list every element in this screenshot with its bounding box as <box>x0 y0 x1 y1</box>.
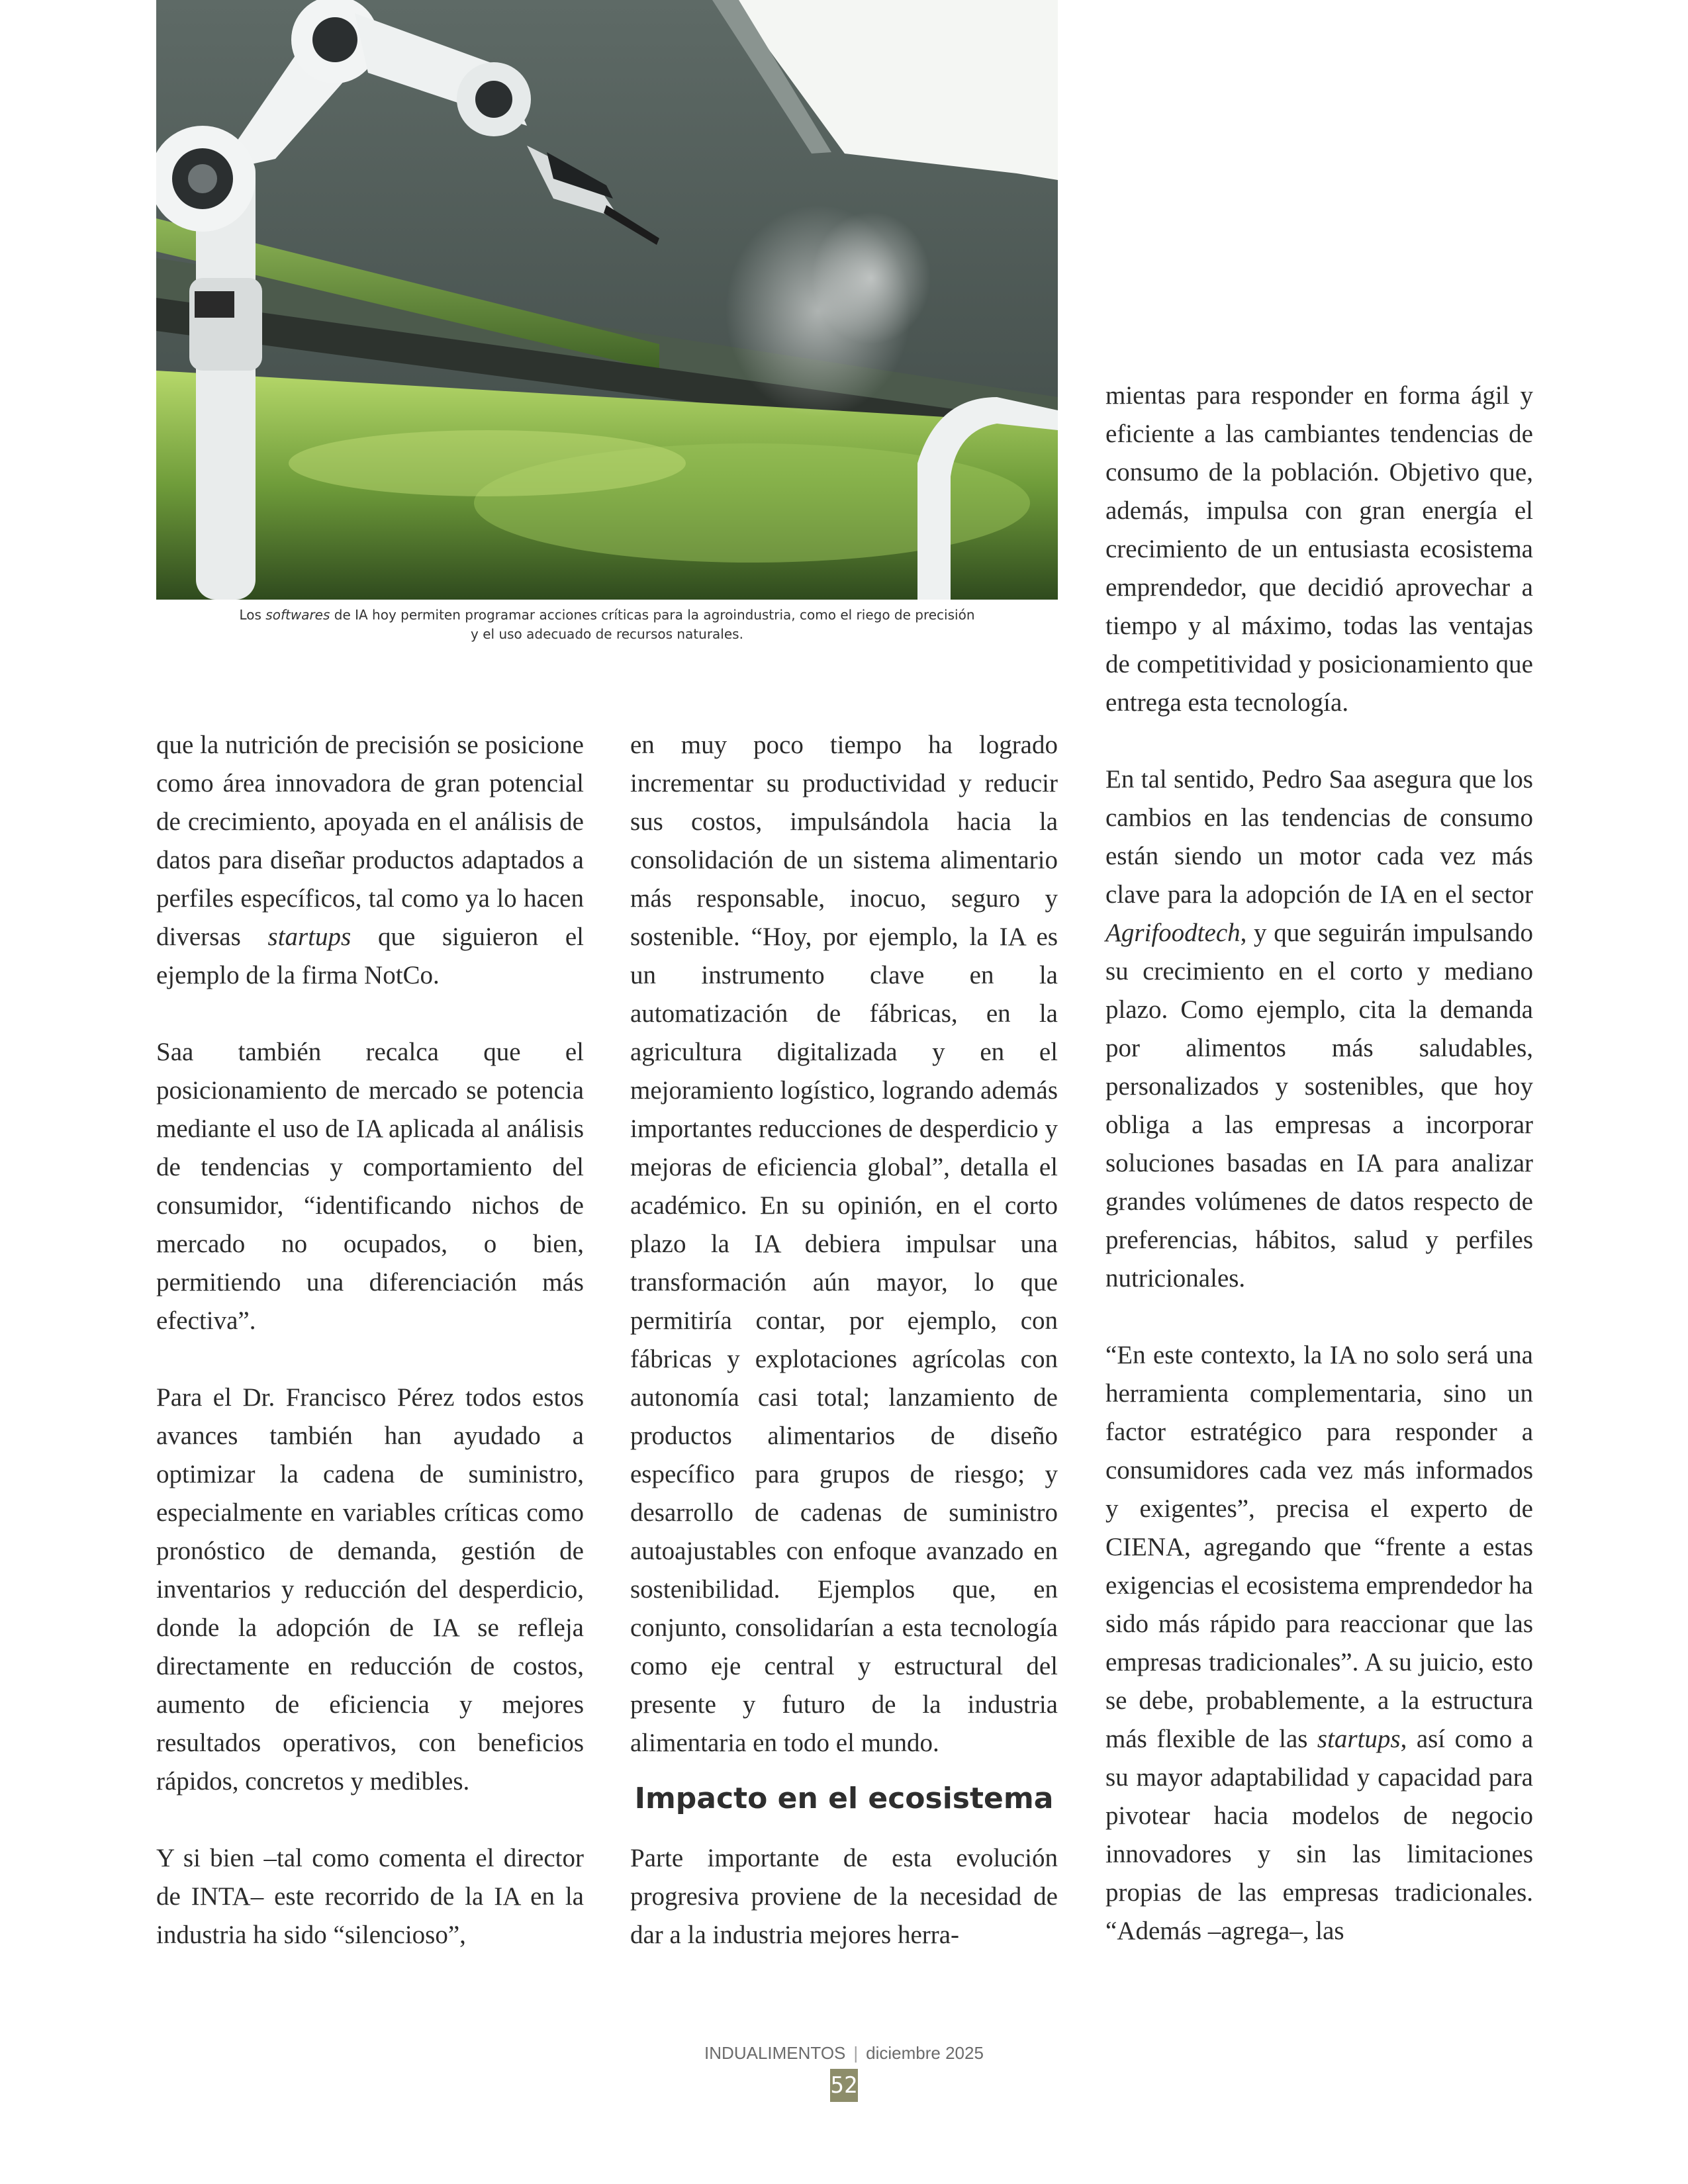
page-number: 52 <box>830 2069 858 2102</box>
paragraph <box>1105 1336 1533 1950</box>
footer-separator: | <box>853 2043 859 2063</box>
caption-emphasis: softwares <box>265 607 330 623</box>
paragraph: Para el Dr. Francisco Pérez todos estos avances también han ayudado a optimizar la cadena de suministro, especialmente en variables críticas como pronóstico de demanda, gestión de inventarios y reducción del desperdicio, donde la adopción de IA se refleja directamente en reducción de costos, aumento de eficiencia y mejores resultados operativos, con beneficios rápidos, concretos y medibles. <box>156 1383 584 1796</box>
paragraph-text: , así como a su mayor adaptabilidad y capacidad para pivotear hacia modelos de negocio innovadores y sin las limitaciones propias de las empresas tradicionales. “Además –agrega–, las <box>1105 1725 1534 1945</box>
paragraph-emphasis: startups <box>1317 1725 1401 1753</box>
paragraph: Y si bien –tal como comenta el director de INTA– este recorrido de la IA en la industria ha sido “silencioso”, <box>156 1844 584 1949</box>
paragraph: en muy poco tiempo ha logrado incrementar su productividad y reducir sus costos, impulsándola hacia la consolidación de un sistema alimentario más responsable, inocuo, seguro y sostenible. “Hoy, por ejemplo, la IA es un instrumento clave en la automatización de fábricas, en la agricultura digitalizada y en el mejoramiento logístico, logrando además importantes reducciones de desperdicio y mejoras de eficiencia global”, detalla el académico. En su opinión, en el corto plazo la IA debiera impulsar una transformación aún mayor, lo que permitiría contar, por ejemplo, con fábricas y explotaciones agrícolas con autonomía casi total; lanzamiento de productos alimentarios de diseño específico para grupos de riesgo; y desarrollo de cadenas de suministro autoajustables con enfoque avanzado en sostenibilidad. Ejemplos que, en conjunto, consolidarían a esta tecnología como eje central y estructural del presente y futuro de la industria alimentaria en todo el mundo. <box>630 731 1058 1757</box>
paragraph <box>1105 760 1533 1298</box>
caption-text: Los <box>239 607 266 623</box>
paragraph: mientas para responder en forma ágil y eficiente a las cambiantes tendencias de consumo de la población. Objetivo que, además, impulsa con gran energía el crecimiento de un entusiasta ecosistema emprendedor, que decidió aprovechar a tiempo y al máximo, todas las ventajas de competitividad y posicionamiento que entrega esta tecnología. <box>1105 381 1533 717</box>
caption-line-1 <box>156 606 1058 625</box>
paragraph: Parte importante de esta evolución progresiva proviene de la necesidad de dar a la industria mejores herra- <box>630 1844 1058 1949</box>
paragraph: Saa también recalca que el posicionamiento de mercado se potencia mediante el uso de IA aplicada al análisis de tendencias y comportamiento del consumidor, “identificando nichos de mercado no ocupados, o bien, permitiendo una diferenciación más efectiva”. <box>156 1038 584 1335</box>
article-photo <box>156 0 1058 600</box>
article-column-2 <box>630 726 1058 1954</box>
robotic-arm-spraying-plants-photo <box>156 0 1058 600</box>
paragraph-emphasis: startups <box>267 923 352 951</box>
publication-name: INDUALIMENTOS <box>704 2043 846 2063</box>
paragraph <box>156 726 584 995</box>
paragraph-text: , y que seguirán impulsando su crecimiento en el corto y mediano plazo. Como ejemplo, cita la demanda por alimentos más saludables, personalizados y sostenibles, que hoy obliga a las empresas a incorporar soluciones basadas en IA para analizar grandes volúmenes de datos respecto de preferencias, hábitos, salud y perfiles nutricionales. <box>1105 919 1533 1293</box>
section-heading: Impacto en el ecosistema <box>634 1782 1054 1815</box>
page-footer <box>0 2043 1688 2064</box>
paragraph-text: En tal sentido, Pedro Saa asegura que los cambios en las tendencias de consumo están siendo un motor cada vez más clave para la adopción de IA en el sector <box>1105 765 1533 909</box>
issue-date: diciembre 2025 <box>866 2043 984 2063</box>
article-column-1 <box>156 726 584 1954</box>
caption-text: de IA hoy permiten programar acciones críticas para la agroindustria, como el riego de precisión <box>330 607 975 623</box>
photo-caption <box>156 606 1058 644</box>
caption-line-2: y el uso adecuado de recursos naturales. <box>471 626 743 642</box>
article-column-3 <box>1105 377 1533 1950</box>
paragraph-emphasis: Agrifoodtech <box>1105 919 1241 947</box>
paragraph-text: “En este contexto, la IA no solo será una herramienta complementaria, sino un factor estratégico para responder a consumidores cada vez más informados y exigentes”, precisa el experto de CIENA, agregando que “frente a estas exigencias el ecosistema emprendedor ha sido más rápido para reaccionar que las empresas tradicionales”. A su juicio, esto se debe, probablemente, a la estructura más flexible de las <box>1105 1341 1533 1753</box>
paragraph-text: que la nutrición de precisión se posicione como área innovadora de gran potencial de crecimiento, apoyada en el análisis de datos para diseñar productos adaptados a perfiles específicos, tal como ya lo hacen diversas <box>156 731 584 951</box>
paragraph-text: que siguieron el ejemplo de la firma NotCo. <box>156 923 584 989</box>
